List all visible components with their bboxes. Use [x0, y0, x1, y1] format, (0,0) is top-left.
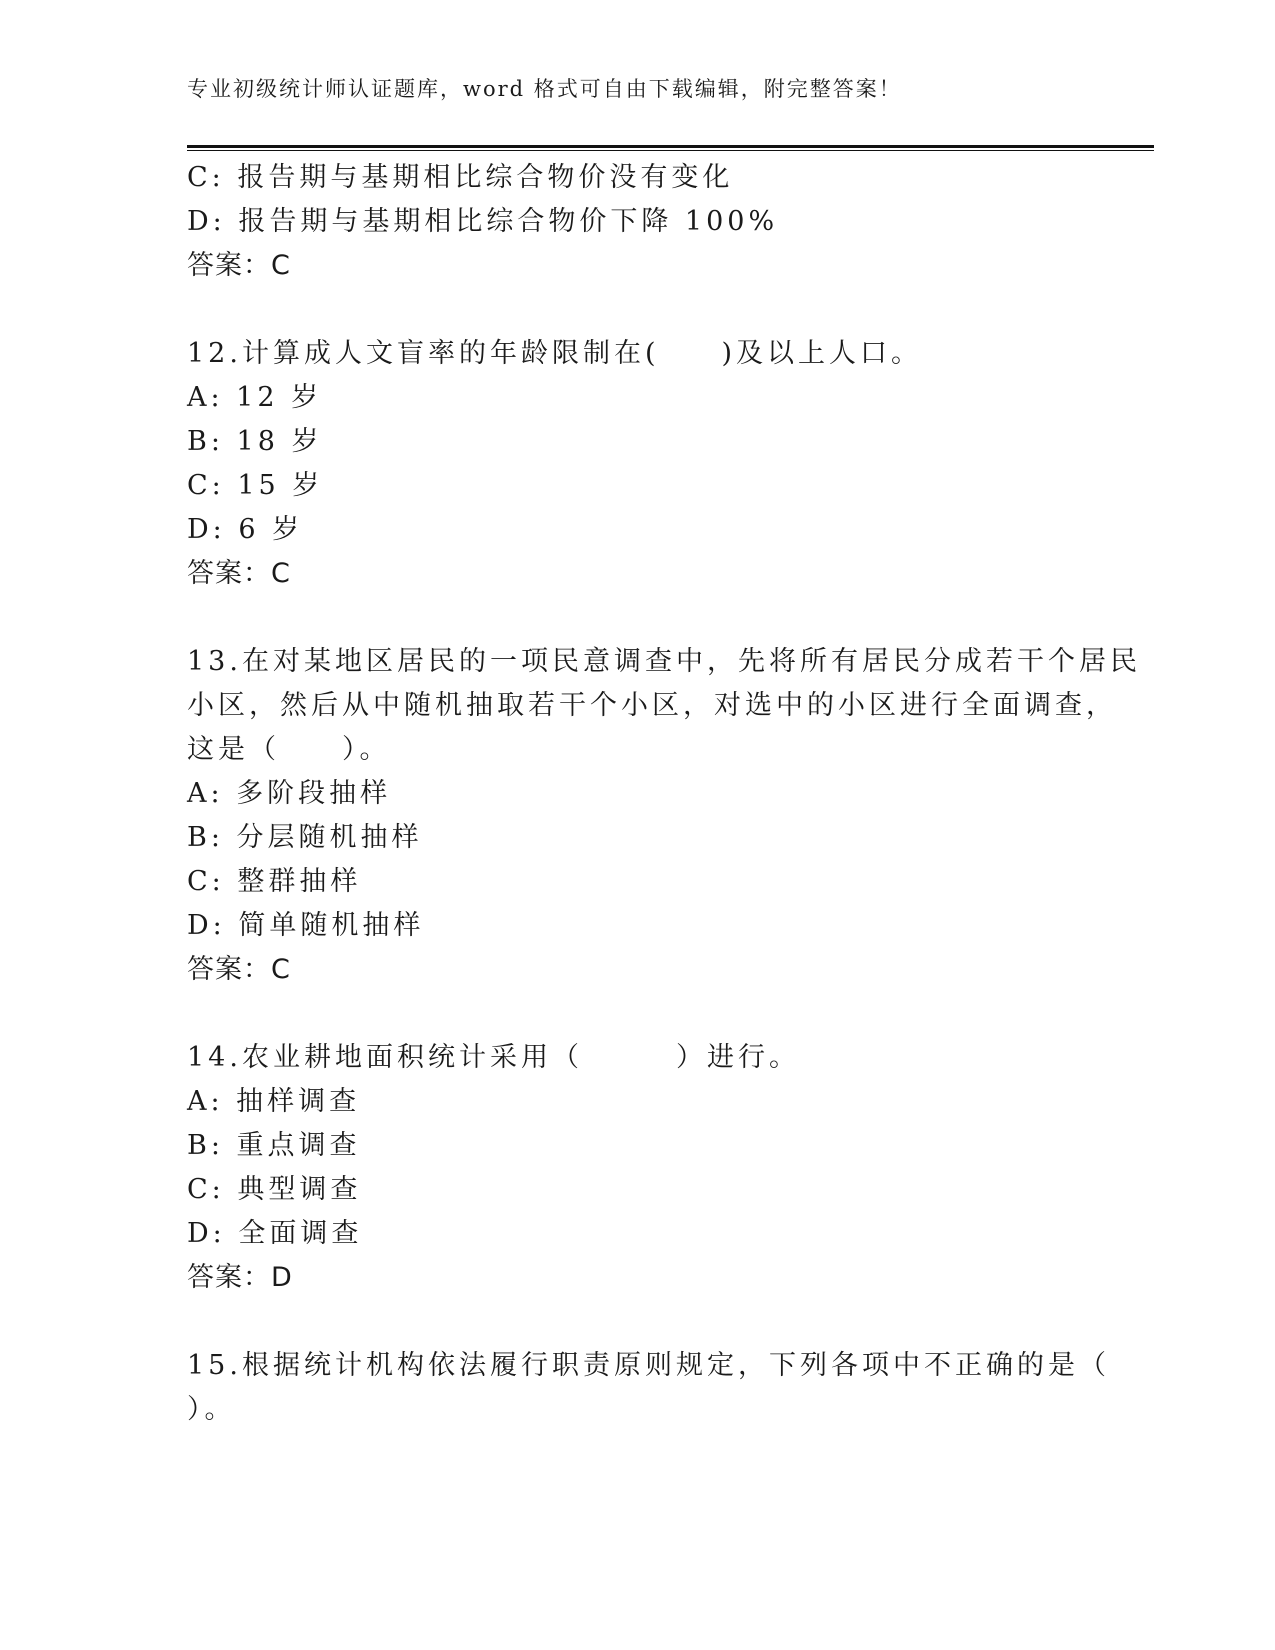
- question-14: 14.农业耕地面积统计采用（ ）进行。: [187, 1042, 800, 1073]
- header-rule-thin: [187, 150, 1154, 151]
- header-rule-thick: [187, 145, 1154, 148]
- question-15-line-2: ）。: [187, 1394, 236, 1425]
- option-a: A: 12 岁: [187, 382, 323, 413]
- question-12: 12.计算成人文盲率的年龄限制在( )及以上人口。: [187, 338, 923, 369]
- option-c: C: 整群抽样: [187, 866, 362, 897]
- page-header: 专业初级统计师认证题库，word 格式可自由下载编辑，附完整答案！: [187, 77, 902, 101]
- option-b: B: 重点调查: [187, 1130, 361, 1161]
- question-15-line-1: 15.根据统计机构依法履行职责原则规定，下列各项中不正确的是（: [187, 1350, 1110, 1381]
- option-b: B: 18 岁: [187, 426, 323, 457]
- option-d: D: 简单随机抽样: [187, 910, 425, 941]
- answer: 答案：D: [187, 1262, 293, 1293]
- option-c: C: 15 岁: [187, 470, 324, 501]
- answer: 答案：C: [187, 250, 291, 281]
- answer: 答案：C: [187, 558, 291, 589]
- question-13-line-1: 13.在对某地区居民的一项民意调查中，先将所有居民分成若干个居民: [187, 646, 1141, 677]
- option-d: D: 6 岁: [187, 514, 304, 545]
- option-a: A: 抽样调查: [187, 1086, 361, 1117]
- option-c: C: 报告期与基期相比综合物价没有变化: [187, 162, 734, 193]
- option-a: A: 多阶段抽样: [187, 778, 392, 809]
- question-13-line-2: 小区，然后从中随机抽取若干个小区，对选中的小区进行全面调查，: [187, 690, 1117, 721]
- question-13-line-3: 这是（ ）。: [187, 734, 391, 765]
- option-c: C: 典型调查: [187, 1174, 362, 1205]
- answer: 答案：C: [187, 954, 291, 985]
- option-b: B: 分层随机抽样: [187, 822, 423, 853]
- option-d: D: 全面调查: [187, 1218, 363, 1249]
- option-d: D: 报告期与基期相比综合物价下降 100%: [187, 206, 779, 237]
